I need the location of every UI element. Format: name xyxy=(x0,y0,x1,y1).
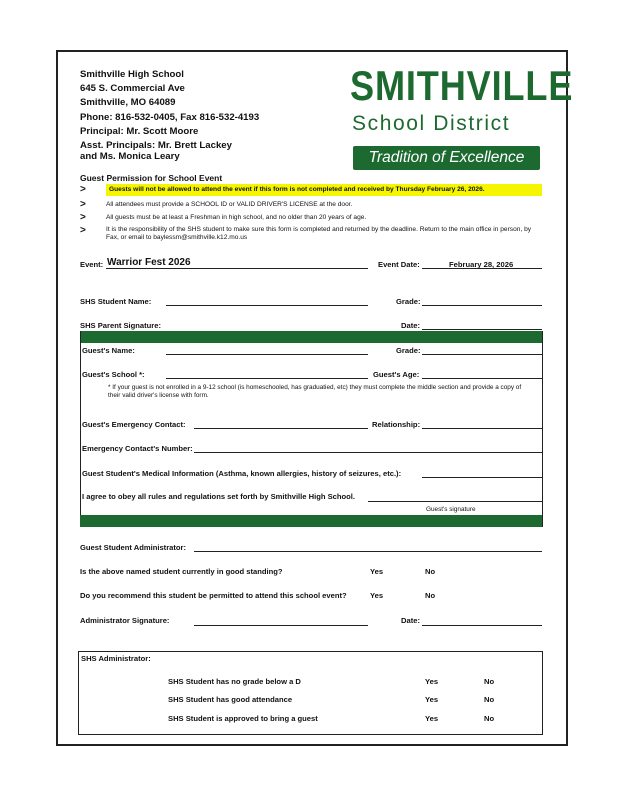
guest-admin-label: Guest Student Administrator: xyxy=(80,543,187,552)
admin-signature-field[interactable] xyxy=(194,625,368,626)
recommend-question: Do you recommend this student be permitted to attend this school event? xyxy=(80,591,347,600)
parent-signature-label: SHS Parent Signature: xyxy=(80,321,162,330)
medical-info-field[interactable] xyxy=(422,477,542,478)
school-city: Smithville, MO 64089 xyxy=(80,97,176,109)
student-grade-label: Grade: xyxy=(396,297,421,306)
guest-age-field[interactable] xyxy=(422,378,542,379)
school-principal: Principal: Mr. Scott Moore xyxy=(80,125,199,137)
student-name-field[interactable] xyxy=(166,305,368,306)
guest-admin-field[interactable] xyxy=(194,551,542,552)
guest-note: * If your guest is not enrolled in a 9-12 school (is homeschooled, has graduatied, etc) they must complete the middle section and provide a copy of their valid driver's license with form. xyxy=(108,384,522,400)
recommend-yes[interactable]: Yes xyxy=(370,591,384,600)
guest-school-field[interactable] xyxy=(166,378,368,379)
school-asst-2: and Ms. Monica Leary xyxy=(80,151,180,163)
bullet-icon: > xyxy=(80,184,86,195)
guest-grade-label: Grade: xyxy=(396,346,421,355)
district-logo-subtitle: School District xyxy=(352,112,511,135)
shs-attendance-no[interactable]: No xyxy=(484,695,495,704)
rule-id: All attendees must provide a SCHOOL ID or VALID DRIVER'S LICENSE at the door. xyxy=(106,201,353,208)
bullet-icon: > xyxy=(80,212,86,223)
good-standing-question: Is the above named student currently in good standing? xyxy=(80,567,283,576)
school-name: Smithville High School xyxy=(80,69,184,80)
emergency-number-field[interactable] xyxy=(194,452,542,453)
permission-title: Guest Permission for School Event xyxy=(80,173,223,183)
guest-name-label: Guest's Name: xyxy=(82,346,135,355)
event-date[interactable]: February 28, 2026 xyxy=(449,260,514,269)
event-name[interactable]: Warrior Fest 2026 xyxy=(107,257,191,268)
parent-date-label: Date: xyxy=(401,321,420,330)
bullet-icon: > xyxy=(80,199,86,210)
school-phone: Phone: 816-532-0405, Fax 816-532-4193 xyxy=(80,111,260,123)
event-date-label: Event Date: xyxy=(378,260,420,269)
admin-date-field[interactable] xyxy=(422,625,542,626)
medical-info-label: Guest Student's Medical Information (Asthma, known allergies, history of seizures, etc.): xyxy=(82,469,402,478)
guest-age-label: Guest's Age: xyxy=(373,370,420,379)
shs-approved-yes[interactable]: Yes xyxy=(425,714,439,723)
good-standing-no[interactable]: No xyxy=(425,567,436,576)
school-asst-1: Asst. Principals: Mr. Brett Lackey xyxy=(80,140,232,152)
guest-signature-field[interactable] xyxy=(368,501,542,502)
emergency-contact-field[interactable] xyxy=(194,428,368,429)
guest-signature-caption: Guest's signature xyxy=(426,506,476,513)
event-name-line xyxy=(106,268,368,269)
recommend-no[interactable]: No xyxy=(425,591,436,600)
relationship-field[interactable] xyxy=(422,428,542,429)
school-address xyxy=(80,68,259,164)
student-grade-field[interactable] xyxy=(422,305,542,306)
parent-date-field[interactable] xyxy=(422,329,542,330)
guest-box-left xyxy=(80,331,81,527)
shs-admin-item-grade: SHS Student has no grade below a D xyxy=(168,677,301,686)
shs-admin-item-attendance: SHS Student has good attendance xyxy=(168,695,293,704)
bullet-icon: > xyxy=(80,225,86,236)
guest-section-top-bar xyxy=(80,331,542,343)
relationship-label: Relationship: xyxy=(372,420,421,429)
emergency-number-label: Emergency Contact's Number: xyxy=(82,444,193,453)
admin-signature-label: Administrator Signature: xyxy=(80,616,170,625)
guest-school-label: Guest's School *: xyxy=(82,370,145,379)
shs-approved-no[interactable]: No xyxy=(484,714,495,723)
guest-section-bottom-bar xyxy=(80,515,542,527)
shs-admin-item-approved: SHS Student is approved to bring a guest xyxy=(168,714,318,723)
student-name-label: SHS Student Name: xyxy=(80,297,152,306)
rule-responsibility: It is the responsibility of the SHS student to make sure this form is completed and returned by the deadline. Return to the main office in person, by Fax, or email to baylessm@smithville.k12.mo.us xyxy=(106,226,532,242)
guest-grade-field[interactable] xyxy=(422,354,542,355)
guest-box-right xyxy=(542,331,543,527)
shs-attendance-yes[interactable]: Yes xyxy=(425,695,439,704)
district-logo-title: SMITHVILLE xyxy=(350,62,574,109)
event-label: Event: xyxy=(80,260,104,269)
shs-admin-title: SHS Administrator: xyxy=(81,654,151,663)
shs-grade-no[interactable]: No xyxy=(484,677,495,686)
admin-date-label: Date: xyxy=(401,616,420,625)
shs-grade-yes[interactable]: Yes xyxy=(425,677,439,686)
guest-name-field[interactable] xyxy=(166,354,368,355)
rule-age: All guests must be at least a Freshman in high school, and no older than 20 years of age. xyxy=(106,214,367,221)
event-date-line xyxy=(422,268,542,269)
agree-statement: I agree to obey all rules and regulations set forth by Smithville High School. xyxy=(82,492,356,501)
rule-deadline: Guests will not be allowed to attend the event if this form is not completed and received by Thursday February 26, 2026. xyxy=(106,184,542,196)
good-standing-yes[interactable]: Yes xyxy=(370,567,384,576)
emergency-contact-label: Guest's Emergency Contact: xyxy=(82,420,186,429)
district-tagline: Tradition of Excellence xyxy=(353,146,540,170)
school-street: 645 S. Commercial Ave xyxy=(80,83,185,95)
